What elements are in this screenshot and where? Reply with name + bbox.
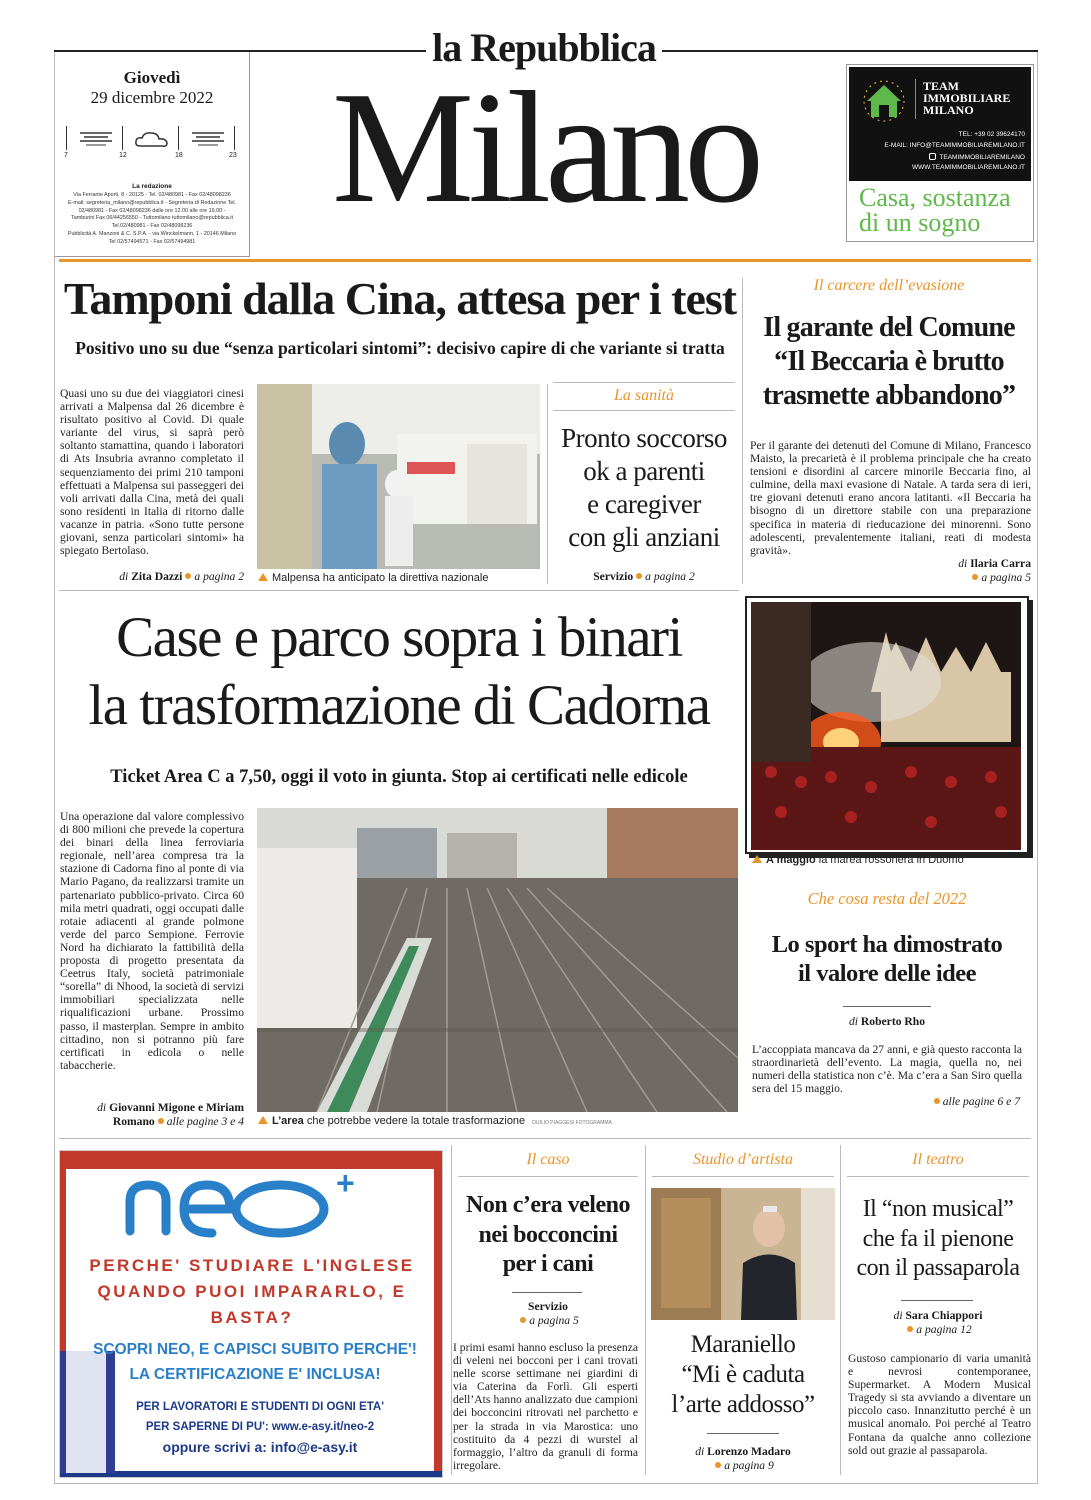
- house-stars-icon: [857, 77, 911, 125]
- teatro-body: Gustoso campionario di varia umanità e nevrosi contemporanee, Supermarket. A Modern Musical Tragedy si sta avviando a diventare un piccolo caso. Innanzitutto perché è un musical anomalo. Poi perché al Teatro Fontana da qualche anno collezione sold out grazie al passaparola.: [848, 1352, 1031, 1457]
- artista-kicker: Studio d’artista: [692, 1151, 793, 1168]
- row-divider: [59, 590, 739, 591]
- sanita-rule: [553, 410, 735, 411]
- sanita-rule: [553, 382, 735, 383]
- sanita-headline[interactable]: Pronto soccorso ok a parenti e caregiver con gli anziani: [561, 423, 727, 552]
- caption-triangle-icon: [258, 573, 268, 581]
- weather-hour-4: 23: [229, 152, 237, 159]
- cadorna-photo: [257, 808, 738, 1112]
- sport-body: L’accoppiata mancava da 27 anni, e già questo racconta la straordinarietà dell’evento. La magia, quella no, nei numeri della statistica non c’è. Ma c’era a San Siro quella sera del 15 maggio.: [752, 1043, 1022, 1096]
- section-orange-rule: [59, 259, 1031, 262]
- sport-page-ref[interactable]: alle pagine 6 e 7: [752, 1095, 1020, 1108]
- redazione-title: La redazione: [132, 183, 172, 190]
- weather-strip: [66, 124, 238, 154]
- sport-photo: [751, 602, 1021, 850]
- caso-rule: [458, 1176, 638, 1177]
- caso-headline[interactable]: Non c’era veleno nei bocconcini per i cani: [466, 1192, 630, 1277]
- neo-ad-details: PER LAVORATORI E STUDENTI DI OGNI ETA' PER SAPERNE DI PU': www.e-asy.it/neo-2 oppure scrivi a: info@e-asy.it: [136, 1401, 384, 1455]
- lead-subhead: Positivo uno su due “senza particolari sintomi”: decisivo capire di che variante si tratta: [75, 338, 725, 358]
- artist-studio-photo: [651, 1188, 835, 1320]
- col-divider: [742, 278, 743, 584]
- sport-photo-caption: A maggio la marea rossonera in Duomo: [752, 854, 1028, 866]
- lead-photo: [257, 384, 540, 569]
- ad-instagram: TEAMIMMOBILIAREMILANO: [929, 153, 1025, 161]
- artista-rule: [652, 1176, 834, 1177]
- cadorna-body: Una operazione dal valore complessivo di 800 milioni che prevede la copertura dei binari della linea ferroviaria regionale, nell’area compresa tra la stazione di Cadorna fino al ponte di via Mario Pagano, da realizzarsi tramite un partenariato pubblico-privato. Circa 60 mila metri quadrati, oggi occupati dalle rotaie adiacenti al grande polmone verde del parco Sempione. Ferrovie Nord ha dichiarato la fattibilità della proposta di progetto presentata da Ceetrus Italy, società patrimoniale “sorella” di Nhood, la società di servizi immobiliari specializzata nelle riqualificazioni urbane. Prossimo passo, il masterplan. Sempre in ambito cittadino, non si potranno più fare certificati in edicola o nelle tabaccherie.: [60, 810, 244, 1072]
- sport-headline[interactable]: Lo sport ha dimostrato il valore delle idee: [771, 931, 1003, 987]
- carcere-page-ref[interactable]: a pagina 5: [750, 571, 1031, 584]
- sport-byline[interactable]: di Roberto Rho: [848, 1015, 926, 1028]
- cadorna-headline[interactable]: Case e parco sopra i binari la trasformazione di Cadorna: [88, 606, 710, 737]
- sport-kicker: Che cosa resta del 2022: [807, 889, 967, 908]
- caso-byline[interactable]: Servizio a pagina 5: [452, 1300, 644, 1328]
- sport-short-rule: [843, 1006, 931, 1007]
- teatro-kicker: Il teatro: [912, 1151, 964, 1168]
- lead-byline[interactable]: di Zita Dazzi a pagina 2: [119, 570, 244, 583]
- neo-ad-cta: SCOPRI NEO, E CAPISCI SUBITO PERCHE'! LA CERTIFICAZIONE E' INCLUSA!: [93, 1341, 417, 1383]
- artista-photo: [651, 1188, 835, 1320]
- sanita-kicker: La sanità: [613, 387, 674, 404]
- artista-short-rule: [707, 1433, 779, 1434]
- caso-kicker: Il caso: [526, 1151, 570, 1168]
- city-title: Milano: [331, 58, 759, 236]
- carcere-byline[interactable]: di Ilaria Carra: [958, 557, 1031, 570]
- col-divider: [645, 1145, 646, 1475]
- duomo-celebration-photo: [751, 602, 1021, 850]
- airport-testing-photo: [257, 384, 540, 569]
- neo-logo-icon: [122, 1171, 352, 1241]
- cadorna-byline[interactable]: di Giovanni Migone e Miriam Romano alle pagine 3 e 4: [97, 1101, 244, 1128]
- cadorna-photo-caption: L’area che potrebbe vedere la totale trasformazione DUILIO PIAGGESI FOTOGRAMMA: [258, 1115, 739, 1127]
- day-label: Giovedì: [123, 68, 181, 87]
- lead-headline[interactable]: Tamponi dalla Cina, attesa per i test: [63, 273, 737, 324]
- weather-hour-1: 7: [64, 152, 68, 159]
- cloud-icon: [134, 129, 170, 149]
- neo-ad-headline: PERCHE' STUDIARE L'INGLESE QUANDO PUOI IMPARARLO, E BASTA?: [89, 1256, 415, 1327]
- teatro-byline[interactable]: di Sara Chiappori a pagina 12: [893, 1309, 983, 1336]
- sanita-byline[interactable]: Servizio a pagina 2: [593, 570, 695, 583]
- artista-headline[interactable]: Maraniello “Mi è caduta l’arte addosso”: [671, 1331, 815, 1418]
- ad-slogan: Casa, sostanza di un sogno: [859, 183, 1011, 237]
- carcere-body: Per il garante dei detenuti del Comune di Milano, Francesco Maisto, la precarietà è il problema principale che ha creato tensioni e disordini al carcere minorile Beccaria fino, al culmine, della maxi evasione di Natale. A tarda sera di ieri, tre giovani detenuti erano ancora latitanti. «Il Beccaria ha bisogno di un direttore stabile con una preparazione specifica in materia di rieducazione dei minorenni. Sono adolescenti, prevalentemente italiani, reati di modesta gravità».: [750, 439, 1031, 557]
- row-divider: [59, 1138, 1031, 1139]
- carcere-kicker: Il carcere dell’evasione: [813, 277, 965, 294]
- cadorna-subhead: Ticket Area C a 7,50, oggi il voto in giunta. Stop ai certificati nelle edicole: [110, 767, 688, 787]
- fog-icon: [78, 130, 114, 146]
- teatro-headline[interactable]: Il “non musical” che fa il pienone con il passaparola: [856, 1196, 1020, 1281]
- carcere-headline[interactable]: Il garante del Comune “Il Beccaria è brutto trasmette abbandono”: [762, 312, 1016, 411]
- caso-body: I primi esami hanno escluso la presenza di veleni nei bocconi per i cani trovati nelle scorse settimane nei giardini di via Caterina da Forlì. Gli esperti dell’Ats hanno analizzato due campioni dei bocconcini ritrovati nel parchetto e per la strada in via Marostica: uno costituito da 4 pezzi di wurstel al formaggio, l’altro da granuli di forma irregolare.: [453, 1341, 638, 1472]
- real-estate-ad[interactable]: [846, 64, 1034, 242]
- teatro-short-rule: [901, 1300, 973, 1301]
- date-label: 29 dicembre 2022: [90, 88, 214, 107]
- weather-hour-3: 18: [175, 152, 183, 159]
- neo-english-ad[interactable]: [59, 1150, 443, 1478]
- artista-byline[interactable]: di Lorenzo Madaro a pagina 9: [695, 1445, 791, 1472]
- ad-email: E-MAIL: INFO@TEAMIMMOBILIAREMILANO.IT: [884, 142, 1025, 149]
- weather-hour-2: 12: [119, 152, 127, 159]
- ad-company-name: TEAM IMMOBILIARE MILANO: [923, 79, 1011, 117]
- brand-logo: la Repubblica: [432, 25, 656, 70]
- ad-tel: TEL: +39 02 39624170: [958, 131, 1025, 138]
- caption-triangle-icon: [258, 1116, 268, 1124]
- railway-tracks-photo: [257, 808, 738, 1112]
- neo-logo-plus: +: [336, 1165, 355, 1201]
- instagram-icon: [929, 153, 936, 160]
- teatro-rule: [847, 1176, 1029, 1177]
- caso-short-rule: [512, 1292, 582, 1293]
- masthead-rule-right: [662, 50, 1038, 52]
- ad-web: WWW.TEAMIMMOBILIAREMILANO.IT: [911, 164, 1025, 171]
- fog-icon: [190, 130, 226, 146]
- caption-triangle-icon: [752, 855, 762, 863]
- lead-body: Quasi uno su due dei viaggiatori cinesi arrivati a Malpensa dal 26 dicembre è risultato positivo al Covid. Di quale variante del virus, si saprà però soltanto stamattina, quando i laboratori di Ats Insubria avranno completato il sequenziamento dei primi 210 tamponi effettuati a Malpensa sui passeggeri dei voli arrivati dalla Cina, metà dei quali sono residenti in Italia di ritorno dalle vacanze in patria. «Sono tutte persone giovani, senza particolari sintomi» ha spiegato Bertolaso.: [60, 387, 244, 558]
- lead-photo-caption: Malpensa ha anticipato la direttiva nazionale: [258, 572, 541, 584]
- redazione-info: Via Ferrante Aporti, 8 - 20125 - Tel. 02/480981 - Fax 02/48098236 E-mail: segreteria_milano@repubblica.it - Segreteria di Redazione Tel. 02/480981 - Fax 02/48098236 dalle ore 12.00 alle ore 19.00 - Tamburini Fax 06/44256550 - Tuttomilano tuttomilano@repubblica.it Tel.02/480981 - Fax 02/48098236 Pubblicità A. Manzoni & C. S.P.A. - via Winckelmann, 1 - 20146 Milano Tel 02/57494571 - Fax 02/57494981: [67, 192, 237, 245]
